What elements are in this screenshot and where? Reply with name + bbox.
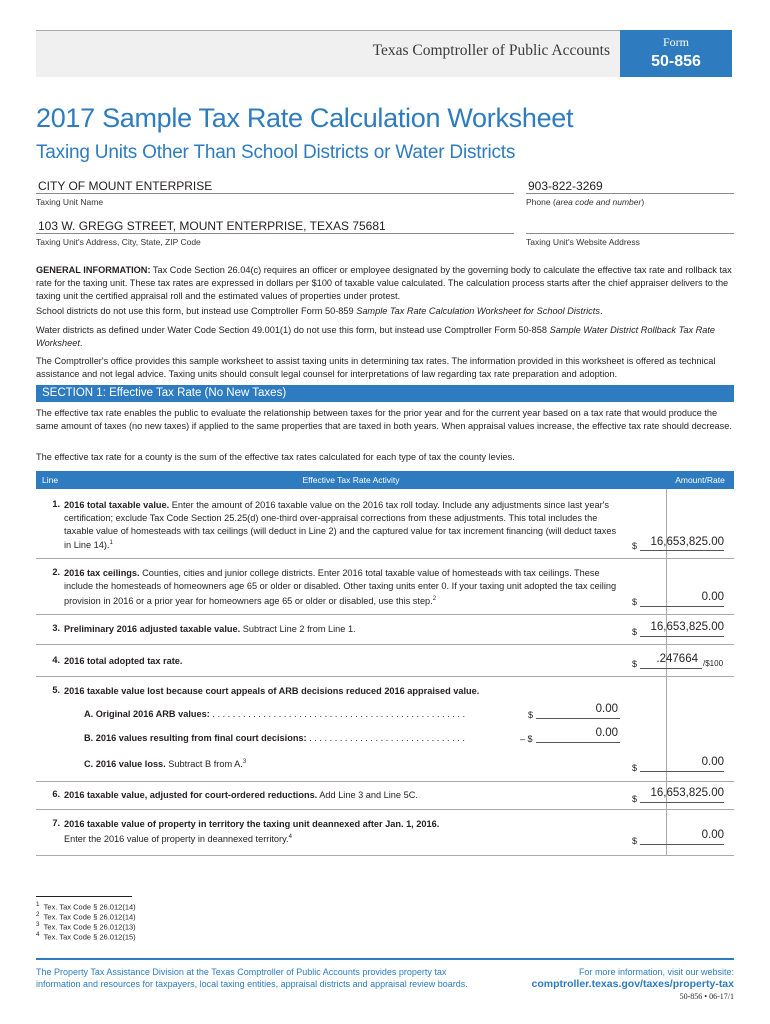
- school-district-note: [36, 305, 734, 318]
- line-number: 7.: [52, 818, 60, 828]
- footnote-number: 3: [36, 921, 40, 928]
- per-100-label: /$100: [703, 659, 724, 668]
- footnote-number: 4: [36, 931, 40, 938]
- row-text: [64, 499, 624, 552]
- row-description: Counties, cities and junior college districts. Enter 2016 total taxable value of homesteads with tax ceilings. These include the homesteads of homeowners age 65 or older or disabled. Other taxing units enter 0. If your taxing unit adopted the tax ceiling provision in 2016 or a prior year for homeowners age 65 or older or disabled, use this step.: [64, 568, 617, 606]
- amount-underline: [640, 606, 724, 607]
- dollar-sign: $: [632, 627, 638, 637]
- row-description: Enter the 2016 value of property in deannexed territory.: [64, 833, 289, 844]
- line-5a-label: [84, 708, 524, 721]
- row-text: [64, 567, 624, 607]
- footnote-text: Tex. Tax Code § 26.012(13): [43, 922, 136, 932]
- school-note-c: .: [599, 306, 603, 316]
- row-title: 2016 total taxable value.: [64, 500, 170, 510]
- footnote-ref: 1: [109, 540, 113, 547]
- table-header: [36, 471, 734, 489]
- row-title: Preliminary 2016 adjusted taxable value.: [64, 624, 241, 634]
- leader-dots: . . . . . . . . . . . . . . . . . . . . . . . . . . . . . . .: [306, 733, 465, 743]
- section-1-county-note: The effective tax rate for a county is the sum of the effective tax rates calculated for each type of tax the county levies.: [36, 452, 515, 462]
- dollar-sign: $: [632, 541, 638, 551]
- form-number-box: [620, 30, 732, 77]
- line-3-amount[interactable]: 16,653,825.00: [650, 621, 724, 633]
- footer-website-label: For more information, visit our website:: [578, 967, 734, 977]
- school-note-form-title: Sample Tax Rate Calculation Worksheet for School Districts: [356, 306, 600, 316]
- row-text: [64, 789, 624, 802]
- line-5b-amount[interactable]: 0.00: [595, 727, 618, 739]
- line-1-amount[interactable]: 16,653,825.00: [650, 536, 724, 548]
- footnote-ref: 3: [242, 759, 247, 765]
- table-row: [36, 615, 734, 645]
- line-number: 4.: [52, 655, 60, 665]
- table-row: [36, 645, 734, 677]
- amount-underline: [640, 802, 724, 803]
- line-number: 1.: [52, 499, 60, 509]
- amount-underline: [640, 636, 724, 637]
- line-6-amount[interactable]: 16,653,825.00: [650, 787, 724, 799]
- row-text: [64, 685, 624, 698]
- dollar-sign: $: [632, 794, 638, 804]
- comptroller-note: The Comptroller's office provides this sample worksheet to assist taxing units in determining tax rates. The information provided in this worksheet is offered as technical assistance and not legal advice. Taxing units should consult legal counsel for interpretations of law regarding tax rate preparation and adoption.: [36, 356, 716, 379]
- water-note-c: .: [79, 337, 83, 348]
- footer-website-link[interactable]: comptroller.texas.gov/taxes/property-tax: [531, 978, 734, 990]
- form-number: 50-856: [651, 53, 701, 70]
- footnote-number: 2: [36, 911, 40, 918]
- general-info-paragraph: [36, 264, 734, 302]
- general-info-label: GENERAL INFORMATION:: [36, 265, 151, 275]
- row-description: Subtract B from A.: [165, 759, 243, 770]
- row-title: 2016 total adopted tax rate.: [64, 656, 183, 666]
- row-description: Subtract Line 2 from Line 1.: [240, 624, 356, 634]
- amount-underline: [640, 550, 724, 551]
- row-title: 2016 taxable value, adjusted for court-ordered reductions.: [64, 790, 318, 800]
- footer-description: [36, 966, 496, 990]
- line-4-rate[interactable]: .247664: [656, 653, 698, 665]
- form-revision-code: 50-856 • 06-17/1: [679, 992, 734, 1001]
- website-caption: Taxing Unit's Website Address: [526, 237, 640, 247]
- phone-caption: [526, 197, 644, 207]
- col-line-header: Line: [42, 475, 59, 485]
- unit-name-underline: [36, 193, 514, 194]
- footer-line-1: The Property Tax Assistance Division at the Texas Comptroller of Public Accounts provides property tax: [36, 967, 447, 977]
- row-title: 2016 tax ceilings.: [64, 568, 140, 578]
- phone-caption-b: area code and number: [555, 197, 642, 207]
- footer-line-2: information and resources for taxpayers, local taxing entities, appraisal districts and appraisal review boards.: [36, 979, 468, 989]
- school-note-a: School districts do not use this form, but instead use Comptroller Form 50-859: [36, 306, 357, 316]
- table-row: [36, 489, 734, 559]
- row-description: Enter the amount of 2016 taxable value on the 2016 tax roll today. Include any adjustments since last year's certification; exclude Tax Code Section 25.25(d) one-third over-appraisal corrections from these adjustments. This total includes the taxable value of homesteads with tax ceilings (will deduct in Line 2) and the captured value for tax increment financing (will deduct taxes in Line 14).: [64, 500, 617, 551]
- taxing-unit-name-field[interactable]: CITY OF MOUNT ENTERPRISE: [38, 179, 213, 193]
- row-title: 2016 taxable value of property in territory the taxing unit deannexed after Jan. 1, 2016.: [64, 819, 440, 829]
- line-7-amount[interactable]: 0.00: [701, 829, 724, 841]
- page-subtitle: Taxing Units Other Than School Districts or Water Districts: [36, 142, 516, 163]
- website-underline: [526, 233, 734, 234]
- line-5a-title: A. Original 2016 ARB values:: [84, 709, 210, 719]
- line-5a-amount[interactable]: 0.00: [595, 703, 618, 715]
- line-number: 2.: [52, 567, 60, 577]
- page-title: 2017 Sample Tax Rate Calculation Worksheet: [36, 103, 574, 133]
- footnote-text: Tex. Tax Code § 26.012(14): [43, 912, 136, 922]
- unit-name-caption: Taxing Unit Name: [36, 197, 104, 207]
- col-amount-header: Amount/Rate: [675, 475, 725, 485]
- dollar-sign: $: [632, 763, 638, 773]
- line-2-amount[interactable]: 0.00: [701, 591, 724, 603]
- line-5c-amount[interactable]: 0.00: [701, 756, 724, 768]
- line-5c-title: C. 2016 value loss.: [84, 759, 166, 770]
- phone-caption-a: Phone (: [526, 197, 556, 207]
- table-row: [36, 677, 734, 782]
- footnote-rule: [36, 896, 132, 897]
- amount-underline: [640, 771, 724, 772]
- table-row: [36, 559, 734, 615]
- dollar-sign: $: [632, 836, 638, 846]
- row-text: [64, 623, 624, 636]
- row-text: [64, 655, 624, 668]
- line-number: 5.: [52, 685, 60, 695]
- footnote: [36, 930, 136, 943]
- line-5b-title: B. 2016 values resulting from final court decisions:: [84, 733, 307, 743]
- footnote-ref: 4: [288, 833, 292, 840]
- phone-field[interactable]: 903-822-3269: [528, 179, 603, 193]
- row-text: [64, 818, 624, 846]
- amount-underline: [536, 718, 620, 719]
- line-number: 6.: [52, 789, 60, 799]
- address-caption: Taxing Unit's Address, City, State, ZIP Code: [36, 237, 201, 247]
- dollar-sign: $: [632, 597, 638, 607]
- col-activity-header: Effective Tax Rate Activity: [302, 475, 400, 485]
- phone-caption-c: ): [641, 197, 645, 207]
- footnote-ref: 2: [432, 595, 437, 602]
- header-rule: [36, 30, 620, 31]
- phone-underline: [526, 193, 734, 194]
- water-note-a: Water districts as defined under Water Code Section 49.001(1) do not use this form, but instead use Comptroller Form 50-858: [36, 325, 550, 335]
- water-district-note: [36, 324, 734, 350]
- form-label: Form: [662, 35, 689, 49]
- general-info-text: Tax Code Section 26.04(c) requires an officer or employee designated by the governing body to calculate the effective tax rate and rollback tax rate for the taxing unit. These tax rates are expressed in dollars per $100 of taxable value calculated. The calculation process starts after the chief appraiser delivers to the taxing unit the certified appraisal roll and the estimated values of properties under protest.: [36, 265, 732, 301]
- amount-underline: [536, 742, 620, 743]
- line-5c-label: [84, 756, 524, 771]
- address-field[interactable]: 103 W. GREGG STREET, MOUNT ENTERPRISE, TEXAS 75681: [38, 219, 386, 233]
- table-row: [36, 782, 734, 810]
- minus-dollar-sign: – $: [520, 734, 533, 744]
- address-underline: [36, 233, 514, 234]
- line-number: 3.: [52, 623, 60, 633]
- water-note-form-title: Sample Water District Rollback Tax Rate Worksheet: [36, 325, 715, 348]
- row-description: Add Line 3 and Line 5C.: [317, 790, 418, 800]
- leader-dots: . . . . . . . . . . . . . . . . . . . . . . . . . . . . . . . . . . . . . . . . . . . . . . . . . .: [209, 709, 466, 719]
- amount-underline: [640, 844, 724, 845]
- line-5b-label: [84, 732, 514, 745]
- dollar-sign: $: [528, 710, 534, 720]
- footer-rule: [36, 958, 734, 960]
- footnote-text: Tex. Tax Code § 26.012(15): [43, 932, 136, 942]
- table-row: [36, 810, 734, 856]
- agency-name: Texas Comptroller of Public Accounts: [372, 42, 610, 59]
- footer-website-block: [532, 966, 735, 990]
- dollar-sign: $: [632, 659, 638, 669]
- amount-underline: [640, 668, 702, 669]
- footnote-number: 1: [36, 901, 40, 908]
- section-1-intro: The effective tax rate enables the public to evaluate the relationship between taxes for the prior year and for the current year based on a tax rate that would produce the same amount of taxes (no new taxes) if applied to the same properties that are taxed in both years. When appraisal values increase, the effective tax rate should decrease.: [36, 408, 732, 431]
- row-title: 2016 taxable value lost because court appeals of ARB decisions reduced 2016 appraised value.: [64, 686, 480, 696]
- footnote-text: Tex. Tax Code § 26.012(14): [43, 902, 136, 912]
- section-1-header: SECTION 1: Effective Tax Rate (No New Taxes): [36, 385, 734, 402]
